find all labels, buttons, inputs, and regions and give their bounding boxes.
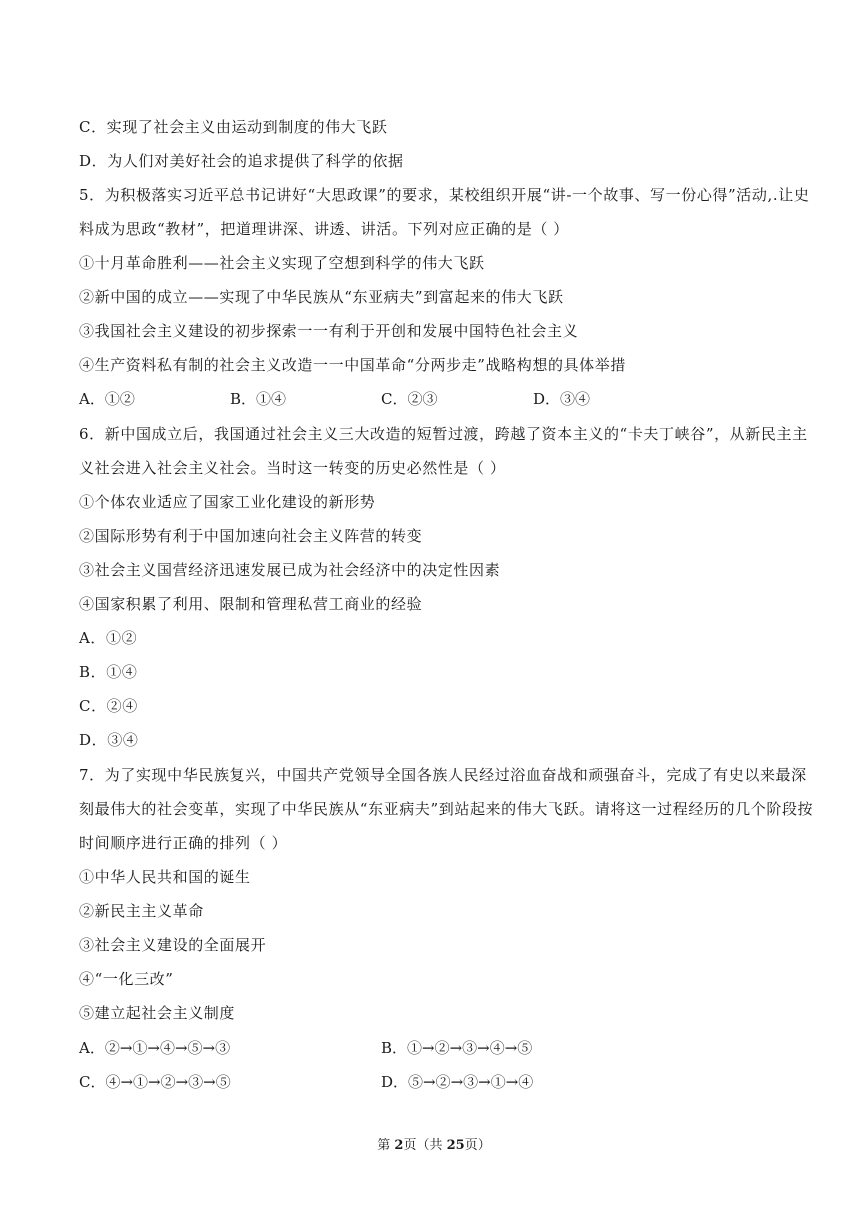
q6-item-1: ①个体农业适应了国家工业化建设的新形势 [79,493,376,511]
footer-prefix: 第 [377,1138,395,1153]
q5-item-3: ③我国社会主义建设的初步探索一一有利于开创和发展中国特色社会主义 [79,322,579,340]
footer-page-number: 2 [394,1138,404,1153]
q5-stem-line2: 料成为思政“教材”，把道理讲深、讲透、讲活。下列对应正确的是（ ） [79,220,569,238]
q5-stem-line1: 5．为积极落实习近平总书记讲好“大思政课”的要求，某校组织开展“讲-一个故事、写一份心得”活动,.让史 [79,186,810,204]
q6-item-3: ③社会主义国营经济迅速发展已成为社会经济中的决定性因素 [79,561,501,579]
q7-item-5: ⑤建立起社会主义制度 [79,1004,236,1022]
q7-stem-line1: 7．为了实现中华民族复兴，中国共产党领导全国各族人民经过浴血奋战和顽强奋斗，完成了有史以来最深 [79,766,807,784]
q6-item-4: ④国家积累了利用、限制和管理私营工商业的经验 [79,595,423,613]
q7-option-b: B．①→②→③→④→⑤ [381,1039,533,1057]
q4-option-c: C．实现了社会主义由运动到制度的伟大飞跃 [79,118,388,136]
q5-option-a: A．①② [79,390,135,408]
q5-option-b: B．①④ [230,390,287,408]
q6-item-2: ②国际形势有利于中国加速向社会主义阵营的转变 [79,527,423,545]
q4-option-d: D．为人们对美好社会的追求提供了科学的依据 [79,152,404,170]
footer-total-pages: 25 [446,1138,465,1153]
q6-option-a: A．①② [79,629,138,647]
page-footer [0,1137,868,1155]
q5-item-2: ②新中国的成立——实现了中华民族从“东亚病夫”到富起来的伟大飞跃 [79,288,564,306]
q7-item-1: ①中华人民共和国的诞生 [79,868,251,886]
q7-item-4: ④“一化三改” [79,970,174,988]
footer-middle: 页（共 [403,1138,447,1153]
q6-stem-line2: 义社会进入社会主义社会。当时这一转变的历史必然性是（ ） [79,459,506,477]
q7-option-d: D．⑤→②→③→①→④ [381,1073,534,1091]
q6-option-d: D．③④ [79,731,139,749]
q5-item-4: ④生产资料私有制的社会主义改造一一中国革命“分两步走”战略构想的具体举措 [79,356,626,374]
q6-stem-line1: 6．新中国成立后，我国通过社会主义三大改造的短暂过渡，跨越了资本主义的“卡夫丁峡谷”，从新民主主 [79,425,808,443]
q7-item-3: ③社会主义建设的全面展开 [79,936,267,954]
q7-stem-line3: 时间顺序进行正确的排列（ ） [79,834,288,852]
q5-item-1: ①十月革命胜利——社会主义实现了空想到科学的伟大飞跃 [79,254,485,272]
q7-option-c: C．④→①→②→③→⑤ [79,1073,231,1091]
footer-suffix: 页） [464,1138,491,1153]
q5-option-c: C．②③ [381,390,438,408]
q7-option-a: A．②→①→④→⑤→③ [79,1039,231,1057]
q6-option-c: C．②④ [79,697,138,715]
q5-option-d: D．③④ [533,390,591,408]
q7-item-2: ②新民主主义革命 [79,902,204,920]
q6-option-b: B．①④ [79,663,138,681]
q7-stem-line2: 刻最伟大的社会变革，实现了中华民族从“东亚病夫”到站起来的伟大飞跃。请将这一过程经历的几个阶段按 [79,800,814,818]
